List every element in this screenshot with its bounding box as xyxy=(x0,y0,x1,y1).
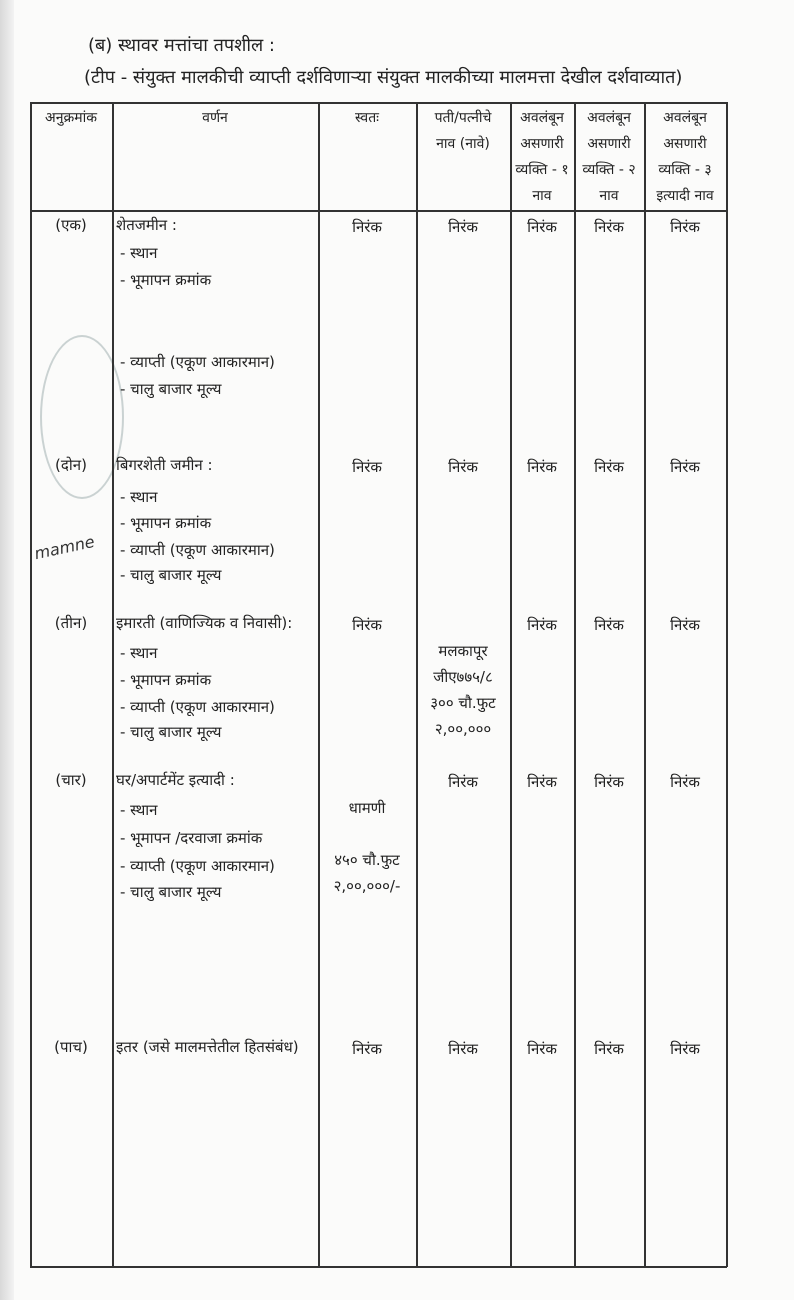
cell-spouse: जीए७७५/८ xyxy=(433,668,493,686)
row-description-line: - भूमापन क्रमांक xyxy=(120,514,212,532)
row-description-line: - व्याप्ती (एकूण आकारमान) xyxy=(120,353,275,371)
column-header-line: असणारी xyxy=(520,136,564,152)
header-bottom-border xyxy=(30,210,727,212)
row-description-line: - स्थान xyxy=(120,801,158,819)
row-description-line: - स्थान xyxy=(120,644,158,662)
cell-dep2: निरंक xyxy=(594,773,624,791)
section-note: (टीप - संयुक्त मालकीची व्याप्ती दर्शविणाऱ्या संयुक्त मालकीच्या मालमत्ता देखील दर्शवाव्यात) xyxy=(84,67,683,88)
cell-self: निरंक xyxy=(352,218,382,236)
column-header-line: अवलंबून xyxy=(520,110,564,126)
table-top-border xyxy=(30,102,727,104)
row-serial: (तीन) xyxy=(54,614,88,632)
row-description-line: - व्याप्ती (एकूण आकारमान) xyxy=(120,857,275,875)
cell-spouse: ३०० चौ.फुट xyxy=(430,694,496,712)
cell-dep1: निरंक xyxy=(527,458,557,476)
cell-self: निरंक xyxy=(352,1040,382,1058)
handwritten-signature: mamne xyxy=(32,531,97,564)
cell-self: २,००,०००/- xyxy=(333,877,401,895)
cell-spouse: निरंक xyxy=(448,773,478,791)
column-header-line: अवलंबून xyxy=(663,110,707,126)
cell-spouse: निरंक xyxy=(448,458,478,476)
cell-dep3: निरंक xyxy=(670,773,700,791)
column-divider xyxy=(574,102,576,1267)
cell-dep2: निरंक xyxy=(594,458,624,476)
column-divider xyxy=(30,102,32,1267)
cell-spouse: २,००,००० xyxy=(434,720,492,738)
column-header-line: व्यक्ति - ३ xyxy=(658,162,712,178)
row-description-line: - व्याप्ती (एकूण आकारमान) xyxy=(120,698,275,716)
row-serial: (एक) xyxy=(55,216,87,234)
row-serial: (चार) xyxy=(55,771,87,789)
cell-spouse: निरंक xyxy=(448,218,478,236)
row-description-line: - भूमापन /दरवाजा क्रमांक xyxy=(120,829,263,847)
column-divider xyxy=(644,102,646,1267)
row-description-line: घर/अपार्टमेंट इत्यादी : xyxy=(116,771,235,789)
column-header-line: स्वतः xyxy=(354,110,380,126)
row-serial: (पाच) xyxy=(54,1038,88,1056)
column-header-line: पती/पत्नीचे xyxy=(434,110,492,126)
column-header-line: नाव (नावे) xyxy=(436,136,490,152)
row-description-line: - स्थान xyxy=(120,244,158,262)
column-header-line: व्यक्ति - १ xyxy=(515,162,569,178)
row-description-line: इमारती (वाणिज्यिक व निवासी): xyxy=(116,614,293,632)
column-header-line: नाव xyxy=(532,188,552,204)
cell-dep1: निरंक xyxy=(527,616,557,634)
column-header-line: नाव xyxy=(599,188,619,204)
row-description-line: शेतजमीन : xyxy=(116,216,177,234)
cell-self: धामणी xyxy=(348,799,386,817)
table-bottom-border xyxy=(30,1266,727,1268)
column-header-line: असणारी xyxy=(663,136,707,152)
column-divider xyxy=(112,102,114,1267)
row-description-line: - चालु बाजार मूल्य xyxy=(120,380,222,398)
row-description-line: इतर (जसे मालमत्तेतील हितसंबंध) xyxy=(116,1038,299,1056)
column-header-line: असणारी xyxy=(587,136,631,152)
cell-spouse: निरंक xyxy=(448,1040,478,1058)
row-description-line: - चालु बाजार मूल्य xyxy=(120,723,222,741)
cell-dep2: निरंक xyxy=(594,218,624,236)
column-header-line: अनुक्रमांक xyxy=(45,110,97,126)
column-header-line: अवलंबून xyxy=(587,110,631,126)
binding-edge xyxy=(0,0,14,1300)
cell-spouse: मलकापूर xyxy=(438,642,488,660)
row-description-line: - स्थान xyxy=(120,488,158,506)
cell-dep3: निरंक xyxy=(670,616,700,634)
cell-dep1: निरंक xyxy=(527,218,557,236)
cell-dep2: निरंक xyxy=(594,616,624,634)
cell-dep2: निरंक xyxy=(594,1040,624,1058)
row-description-line: - चालु बाजार मूल्य xyxy=(120,883,222,901)
cell-dep1: निरंक xyxy=(527,1040,557,1058)
cell-self: निरंक xyxy=(352,458,382,476)
column-divider xyxy=(726,102,728,1267)
cell-self: निरंक xyxy=(352,616,382,634)
cell-dep3: निरंक xyxy=(670,218,700,236)
cell-dep3: निरंक xyxy=(670,1040,700,1058)
cell-dep1: निरंक xyxy=(527,773,557,791)
row-description-line: बिगरशेती जमीन : xyxy=(116,456,213,474)
column-divider xyxy=(318,102,320,1267)
section-heading: (ब) स्थावर मत्तांचा तपशील : xyxy=(88,35,275,56)
row-description-line: - भूमापन क्रमांक xyxy=(120,671,212,689)
row-description-line: - व्याप्ती (एकूण आकारमान) xyxy=(120,541,275,559)
column-header-line: वर्णन xyxy=(202,110,228,126)
cell-dep3: निरंक xyxy=(670,458,700,476)
column-header-line: इत्यादी नाव xyxy=(656,188,714,204)
cell-self: ४५० चौ.फुट xyxy=(334,851,400,869)
row-description-line: - चालु बाजार मूल्य xyxy=(120,566,222,584)
row-description-line: - भूमापन क्रमांक xyxy=(120,271,212,289)
column-header-line: व्यक्ति - २ xyxy=(582,162,636,178)
row-serial: (दोन) xyxy=(55,456,87,474)
column-divider xyxy=(510,102,512,1267)
